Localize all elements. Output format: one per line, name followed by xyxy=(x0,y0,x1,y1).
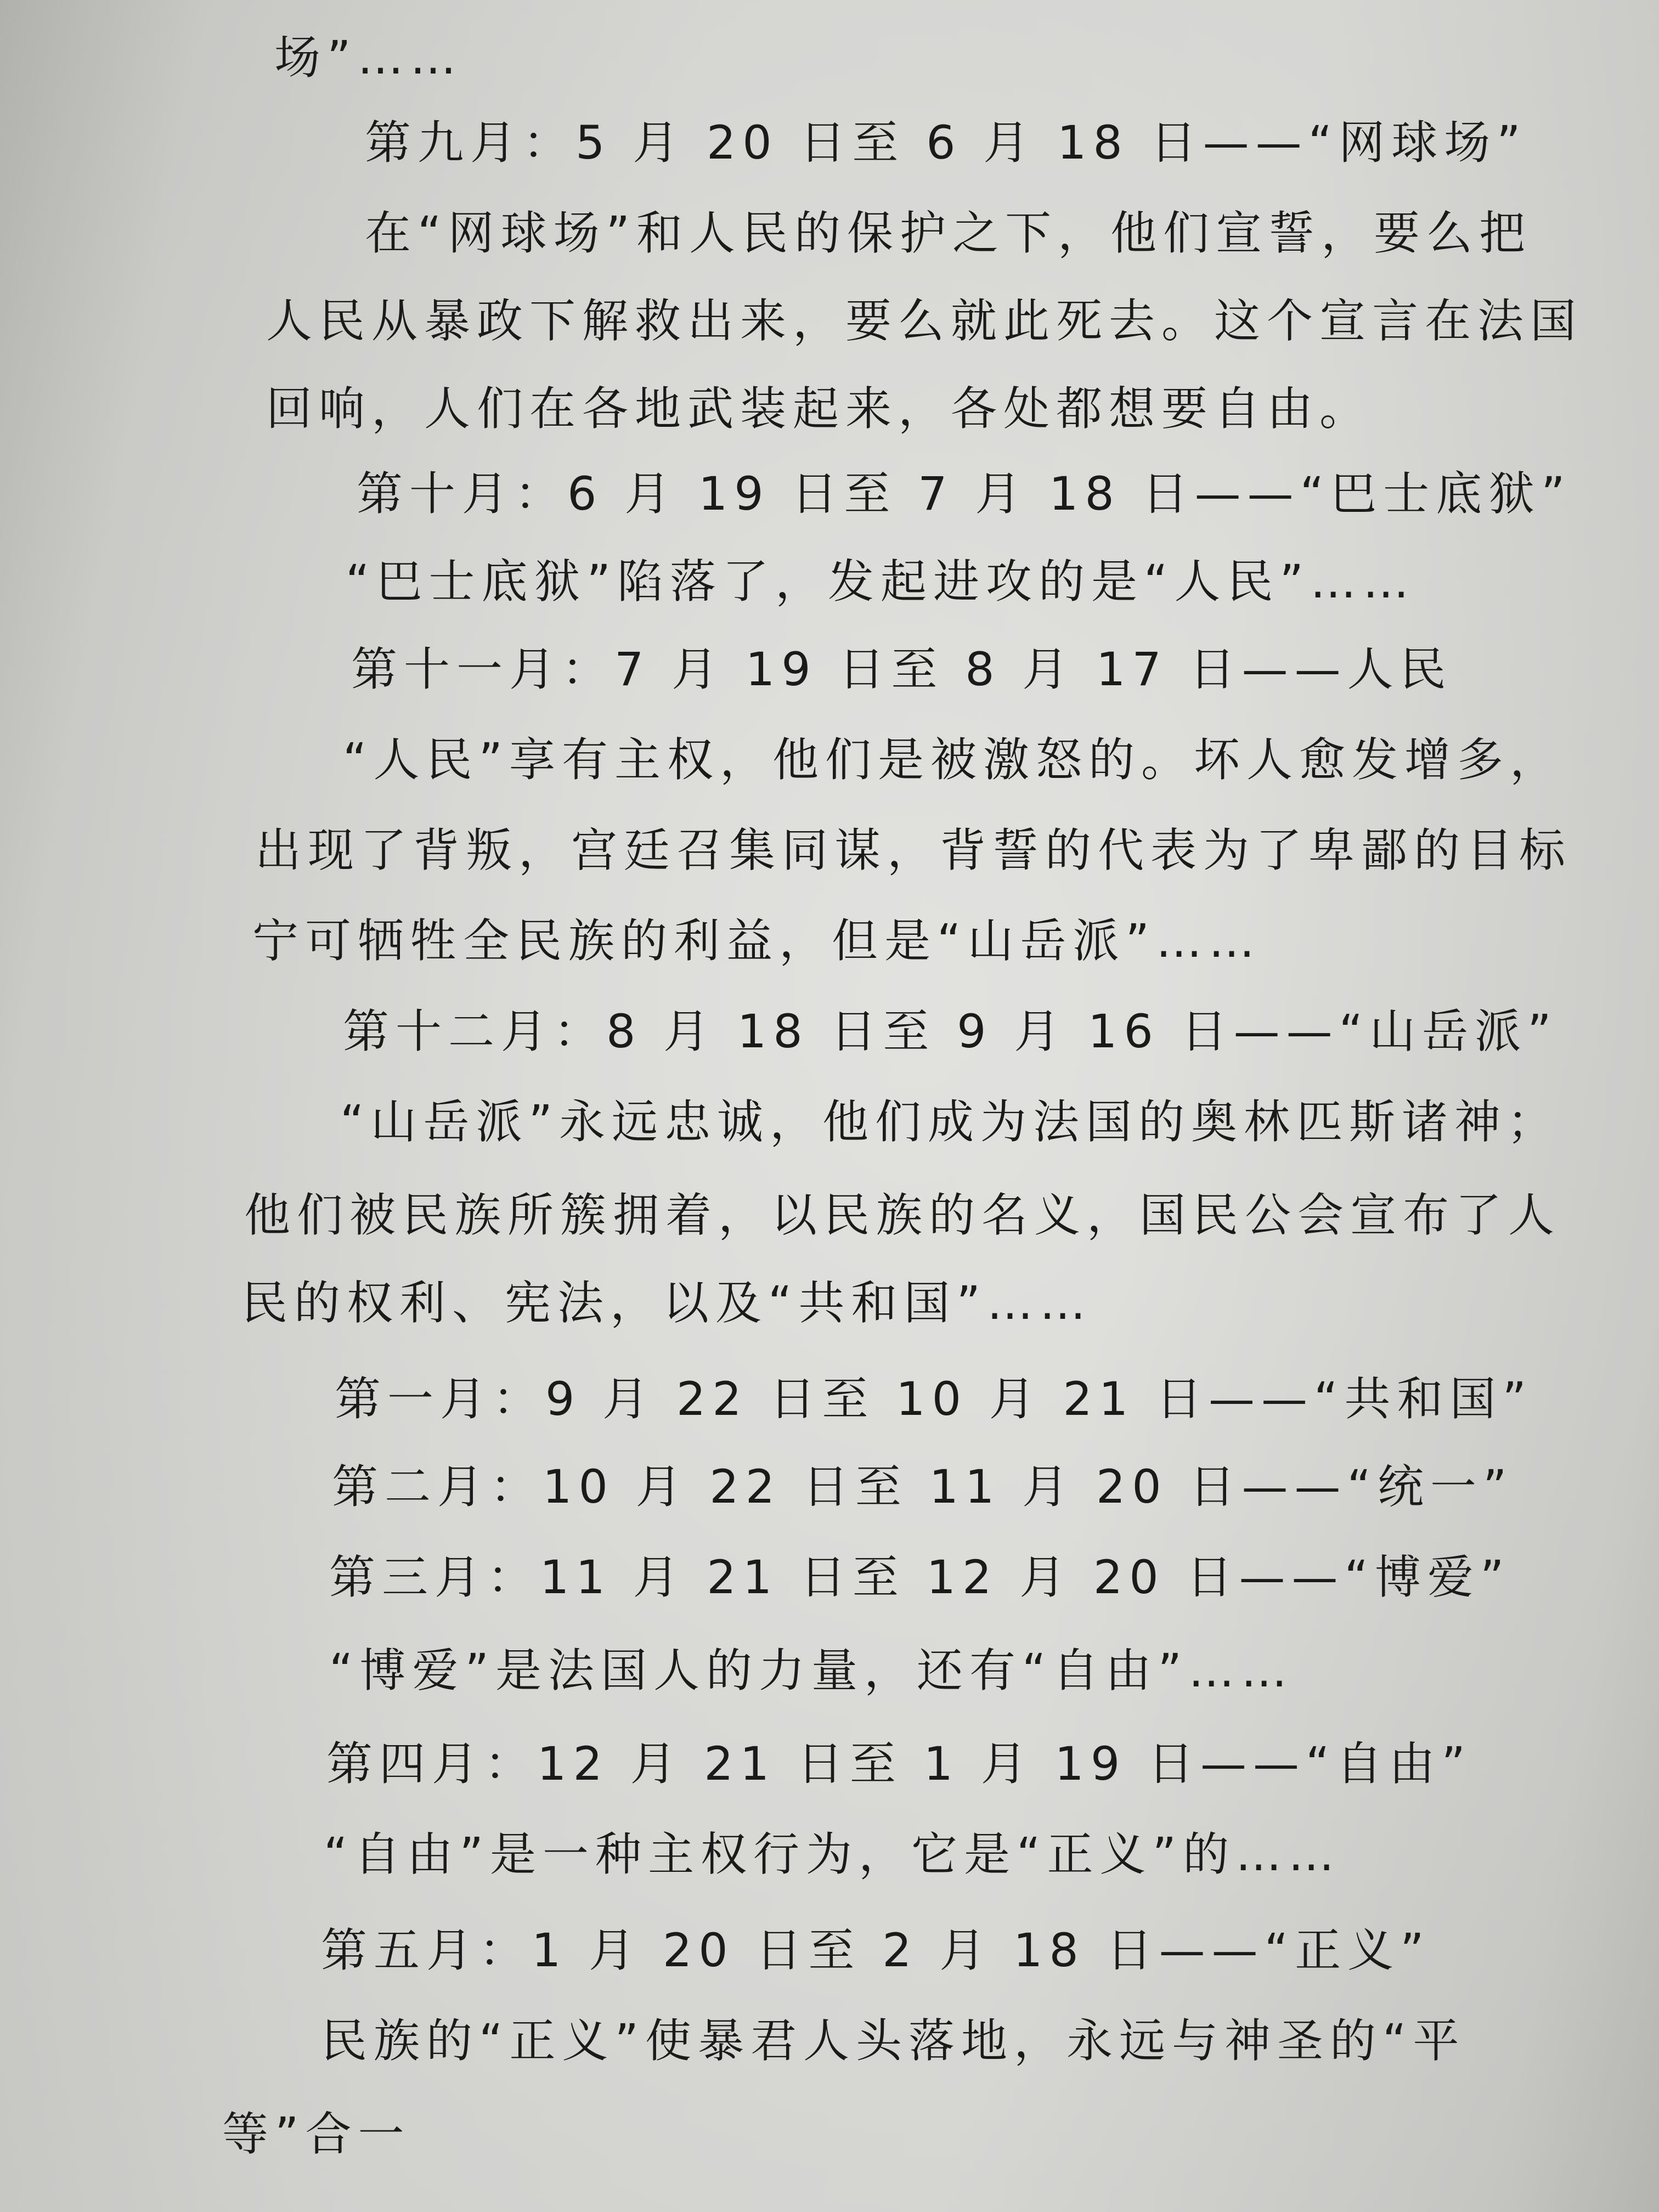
text-line-13: “山岳派”永远忠诚，他们成为法国的奥林匹斯诸神； xyxy=(340,1095,1560,1149)
month-heading-10: 第十月：6 月 19 日至 7 月 18 日——“巴士底狱” xyxy=(357,467,1572,521)
text-line-1: 场”…… xyxy=(274,31,463,84)
text-line-11: 宁可牺牲全民族的利益，但是“山岳派”…… xyxy=(252,914,1262,968)
text-line-23: 民族的“正义”使暴君人头落地，永远与神圣的“平 xyxy=(321,2014,1466,2068)
text-line-19: “博爱”是法国人的力量，还有“自由”…… xyxy=(329,1644,1294,1697)
month-heading-3: 第三月：11 月 21 日至 12 月 20 日——“博爱” xyxy=(329,1550,1511,1604)
text-line-3: 在“网球场”和人民的保护之下，他们宣誓，要么把 xyxy=(365,206,1532,260)
text-line-24: 等”合一 xyxy=(222,2107,411,2161)
month-heading-11: 第十一月：7 月 19 日至 8 月 17 日——人民 xyxy=(351,642,1453,696)
text-line-15: 民的权利、宪法，以及“共和国”…… xyxy=(241,1276,1093,1330)
month-heading-5: 第五月：1 月 20 日至 2 月 18 日——“正义” xyxy=(321,1923,1431,1977)
text-line-21: “自由”是一种主权行为，它是“正义”的…… xyxy=(324,1827,1341,1881)
month-heading-9: 第九月：5 月 20 日至 6 月 18 日——“网球场” xyxy=(365,116,1527,170)
text-line-4: 人民从暴政下解救出来，要么就此死去。这个宣言在法国 xyxy=(266,294,1583,348)
text-line-7: “巴士底狱”陷落了，发起进攻的是“人民”…… xyxy=(346,555,1416,608)
month-heading-1: 第一月：9 月 22 日至 10 月 21 日——“共和国” xyxy=(335,1372,1533,1426)
month-heading-12: 第十二月：8 月 18 日至 9 月 16 日——“山岳派” xyxy=(343,1005,1558,1058)
text-line-10: 出现了背叛，宫廷召集同谋，背誓的代表为了卑鄙的目标 xyxy=(255,823,1572,877)
text-line-14: 他们被民族所簇拥着，以民族的名义，国民公会宣布了人 xyxy=(244,1188,1561,1242)
text-line-5: 回响，人们在各地武装起来，各处都想要自由。 xyxy=(266,382,1373,436)
text-line-9: “人民”享有主权，他们是被激怒的。坏人愈发增多， xyxy=(343,733,1563,787)
month-heading-4: 第四月：12 月 21 日至 1 月 19 日——“自由” xyxy=(326,1737,1472,1791)
month-heading-2: 第二月：10 月 22 日至 11 月 20 日——“统一” xyxy=(332,1460,1514,1514)
